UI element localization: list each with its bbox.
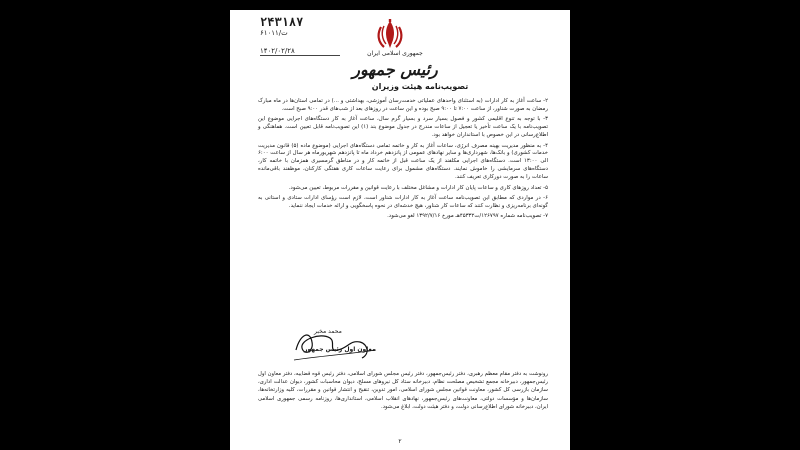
page-number: ۲ <box>398 438 402 445</box>
signatory-title: معاون اول رئیس جمهور <box>304 346 376 353</box>
reference-number: ۶۱۰۱۱/ت <box>260 29 288 37</box>
paragraph-5: ۵- تعداد روزهای کاری و ساعات پایان کار ادارات و مشاغل مختلف با رعایت قوانین و مقررات مربوط، تعیین می‌شود. <box>288 184 548 191</box>
signature-icon <box>290 320 380 365</box>
paragraph-2: ۲- ساعت آغاز به کار ادارات (به استثنای واحدهای عملیاتی خدمت‌رسان آموزشی، بهداشتی و ...) در تمامی استان‌ها در ماه مبارک رمضان به صورت شناور، از ساعت ۷:۰۰ تا ۹:۰۰ صبح بوده و این ساعت در روزهای بعد از شب‌های قدر ۹:۰۰ صبح است. <box>258 98 548 112</box>
registration-date: ۱۴۰۲/۰۲/۲۸ <box>260 47 340 56</box>
signatory-name: محمد مخبر <box>314 328 342 335</box>
office-title: رئیس جمهور <box>352 60 438 79</box>
signature-block <box>290 320 380 365</box>
serial-number: ۲۴۳۱۸۷ <box>260 15 304 29</box>
paragraph-6: ۶- در مواردی که مطابق این تصویب‌نامه ساعت آغاز به کار ادارات شناور است، لازم است رؤسای ادارات ستادی و استانی به گونه‌ای برنامه‌ریزی و نظارت کنند که ساعات کار شناور، هیچ خدشه‌ای در نحوه پاسخگویی و ارائه خدمات ایجاد ننماید. <box>258 194 548 209</box>
paragraph-7: ۷- تصویب‌نامه شماره ۱۲۶۷۹۷/ت۴۵۳۳۲هـ مورخ ۱۳۹۲/۷/۱۶ لغو می‌شود. <box>387 213 548 220</box>
paragraph-3: ۳- با توجه به تنوع اقلیمی کشور و فصول بسیار سرد و بسیار گرم سال، ساعت آغاز به کار دستگاه‌های اجرایی موضوع این تصویب‌نامه با یک ساعت تأخیر یا تعجیل از ساعات مندرج در جدول موضوع بند (۱) این تصویب‌نامه قابل تعیین است. هماهنگی و اطلاع‌رسانی در این خصوص با استانداران خواهد بود. <box>258 116 548 139</box>
document-page <box>230 10 570 450</box>
document-title: تصویب‌نامه هیئت وزیران <box>371 82 469 91</box>
paragraph-4: ۴- به منظور مدیریت بهینه مصرف انرژی، ساعات آغاز به کار و خاتمه تمامی دستگاه‌های اجرایی (موضوع ماده (۵) قانون مدیریت خدمات کشوری) و بانک‌ها، شهرداری‌ها و سایر نهادهای عمومی از پانزدهم خرداد ماه تا پانزدهم شهریورماه هر سال از ساعت ۶:۰۰ الی ۱۳:۰۰ است. دستگاه‌های اجرایی مکلفند از یک ساعت قبل از خاتمه کار و در مناطق گرمسیری همزمان با خاتمه کار، دستگاه‌های سرمایشی را خاموش نمایند. دستگاه‌های مشمول برای رعایت ساعات کاری هفتگی کارکنان، موظفند باقی‌مانده ساعات را به صورت دورکاری تعریف کنند. <box>258 142 548 181</box>
copies-distribution: رونوشت به دفتر مقام معظم رهبری، دفتر رئیس‌جمهور، دفتر رئیس مجلس شورای اسلامی، دفتر رئیس قوه قضاییه، دفتر معاون اول رئیس‌جمهور، دبیرخانه مجمع تشخیص مصلحت نظام، دبیرخانه ستاد کل نیروهای مسلح، دیوان محاسبات کشور، دیوان عدالت اداری، سازمان بازرسی کل کشور، معاونت قوانین مجلس شورای اسلامی، امور تدوین، تنقیح و انتشار قوانین و مقررات، کلیه وزارتخانه‌ها، سازمان‌ها و مؤسسات دولتی، معاونت‌های رئیس‌جمهور، نهادهای انقلاب اسلامی، استانداری‌ها، روزنامه رسمی جمهوری اسلامی ایران، دبیرخانه شورای اطلاع‌رسانی دولت، و دفتر هیئت دولت، ابلاغ می‌شود. <box>258 371 548 410</box>
iran-emblem-icon <box>370 18 410 54</box>
document-body <box>258 98 548 224</box>
emblem-caption: جمهوری اسلامی ایران <box>367 50 423 57</box>
